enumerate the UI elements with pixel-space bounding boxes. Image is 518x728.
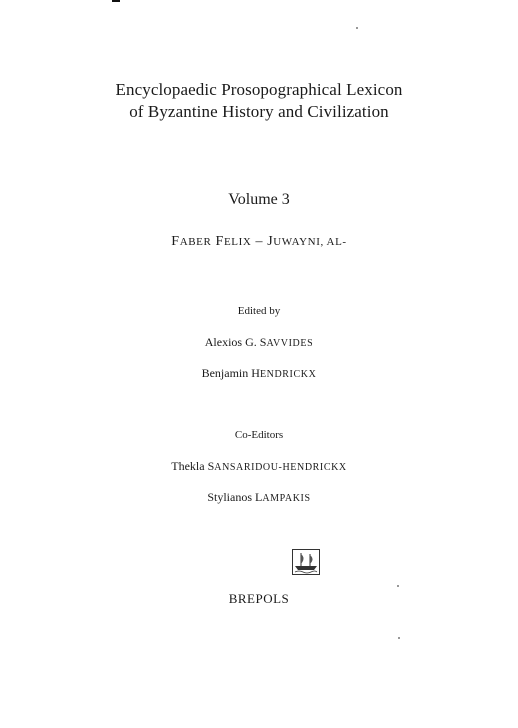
co-editors-label: Co-Editors	[234, 429, 284, 441]
title-line-1: Encyclopaedic Prosopographical Lexicon	[115, 80, 403, 99]
editor-name: Alexios G. SAVVIDES	[204, 335, 314, 349]
ship-icon	[292, 549, 320, 575]
volume-number: Volume 3	[228, 191, 290, 208]
title-line-2: of Byzantine History and Civilization	[129, 102, 389, 121]
scan-speck	[356, 27, 358, 29]
volume-range: FABER FELIX – JUWAYNI, AL-	[171, 234, 347, 249]
publisher-name: BREPOLS	[228, 591, 290, 606]
scan-mark	[112, 0, 120, 2]
edited-by-label: Edited by	[237, 305, 281, 317]
co-editor-name: Thekla SANSARIDOU-HENDRICKX	[171, 459, 347, 473]
scan-speck	[397, 585, 399, 587]
scan-speck	[398, 637, 400, 639]
co-editor-name: Stylianos LAMPAKIS	[207, 490, 311, 504]
editor-name: Benjamin HENDRICKX	[201, 366, 317, 380]
